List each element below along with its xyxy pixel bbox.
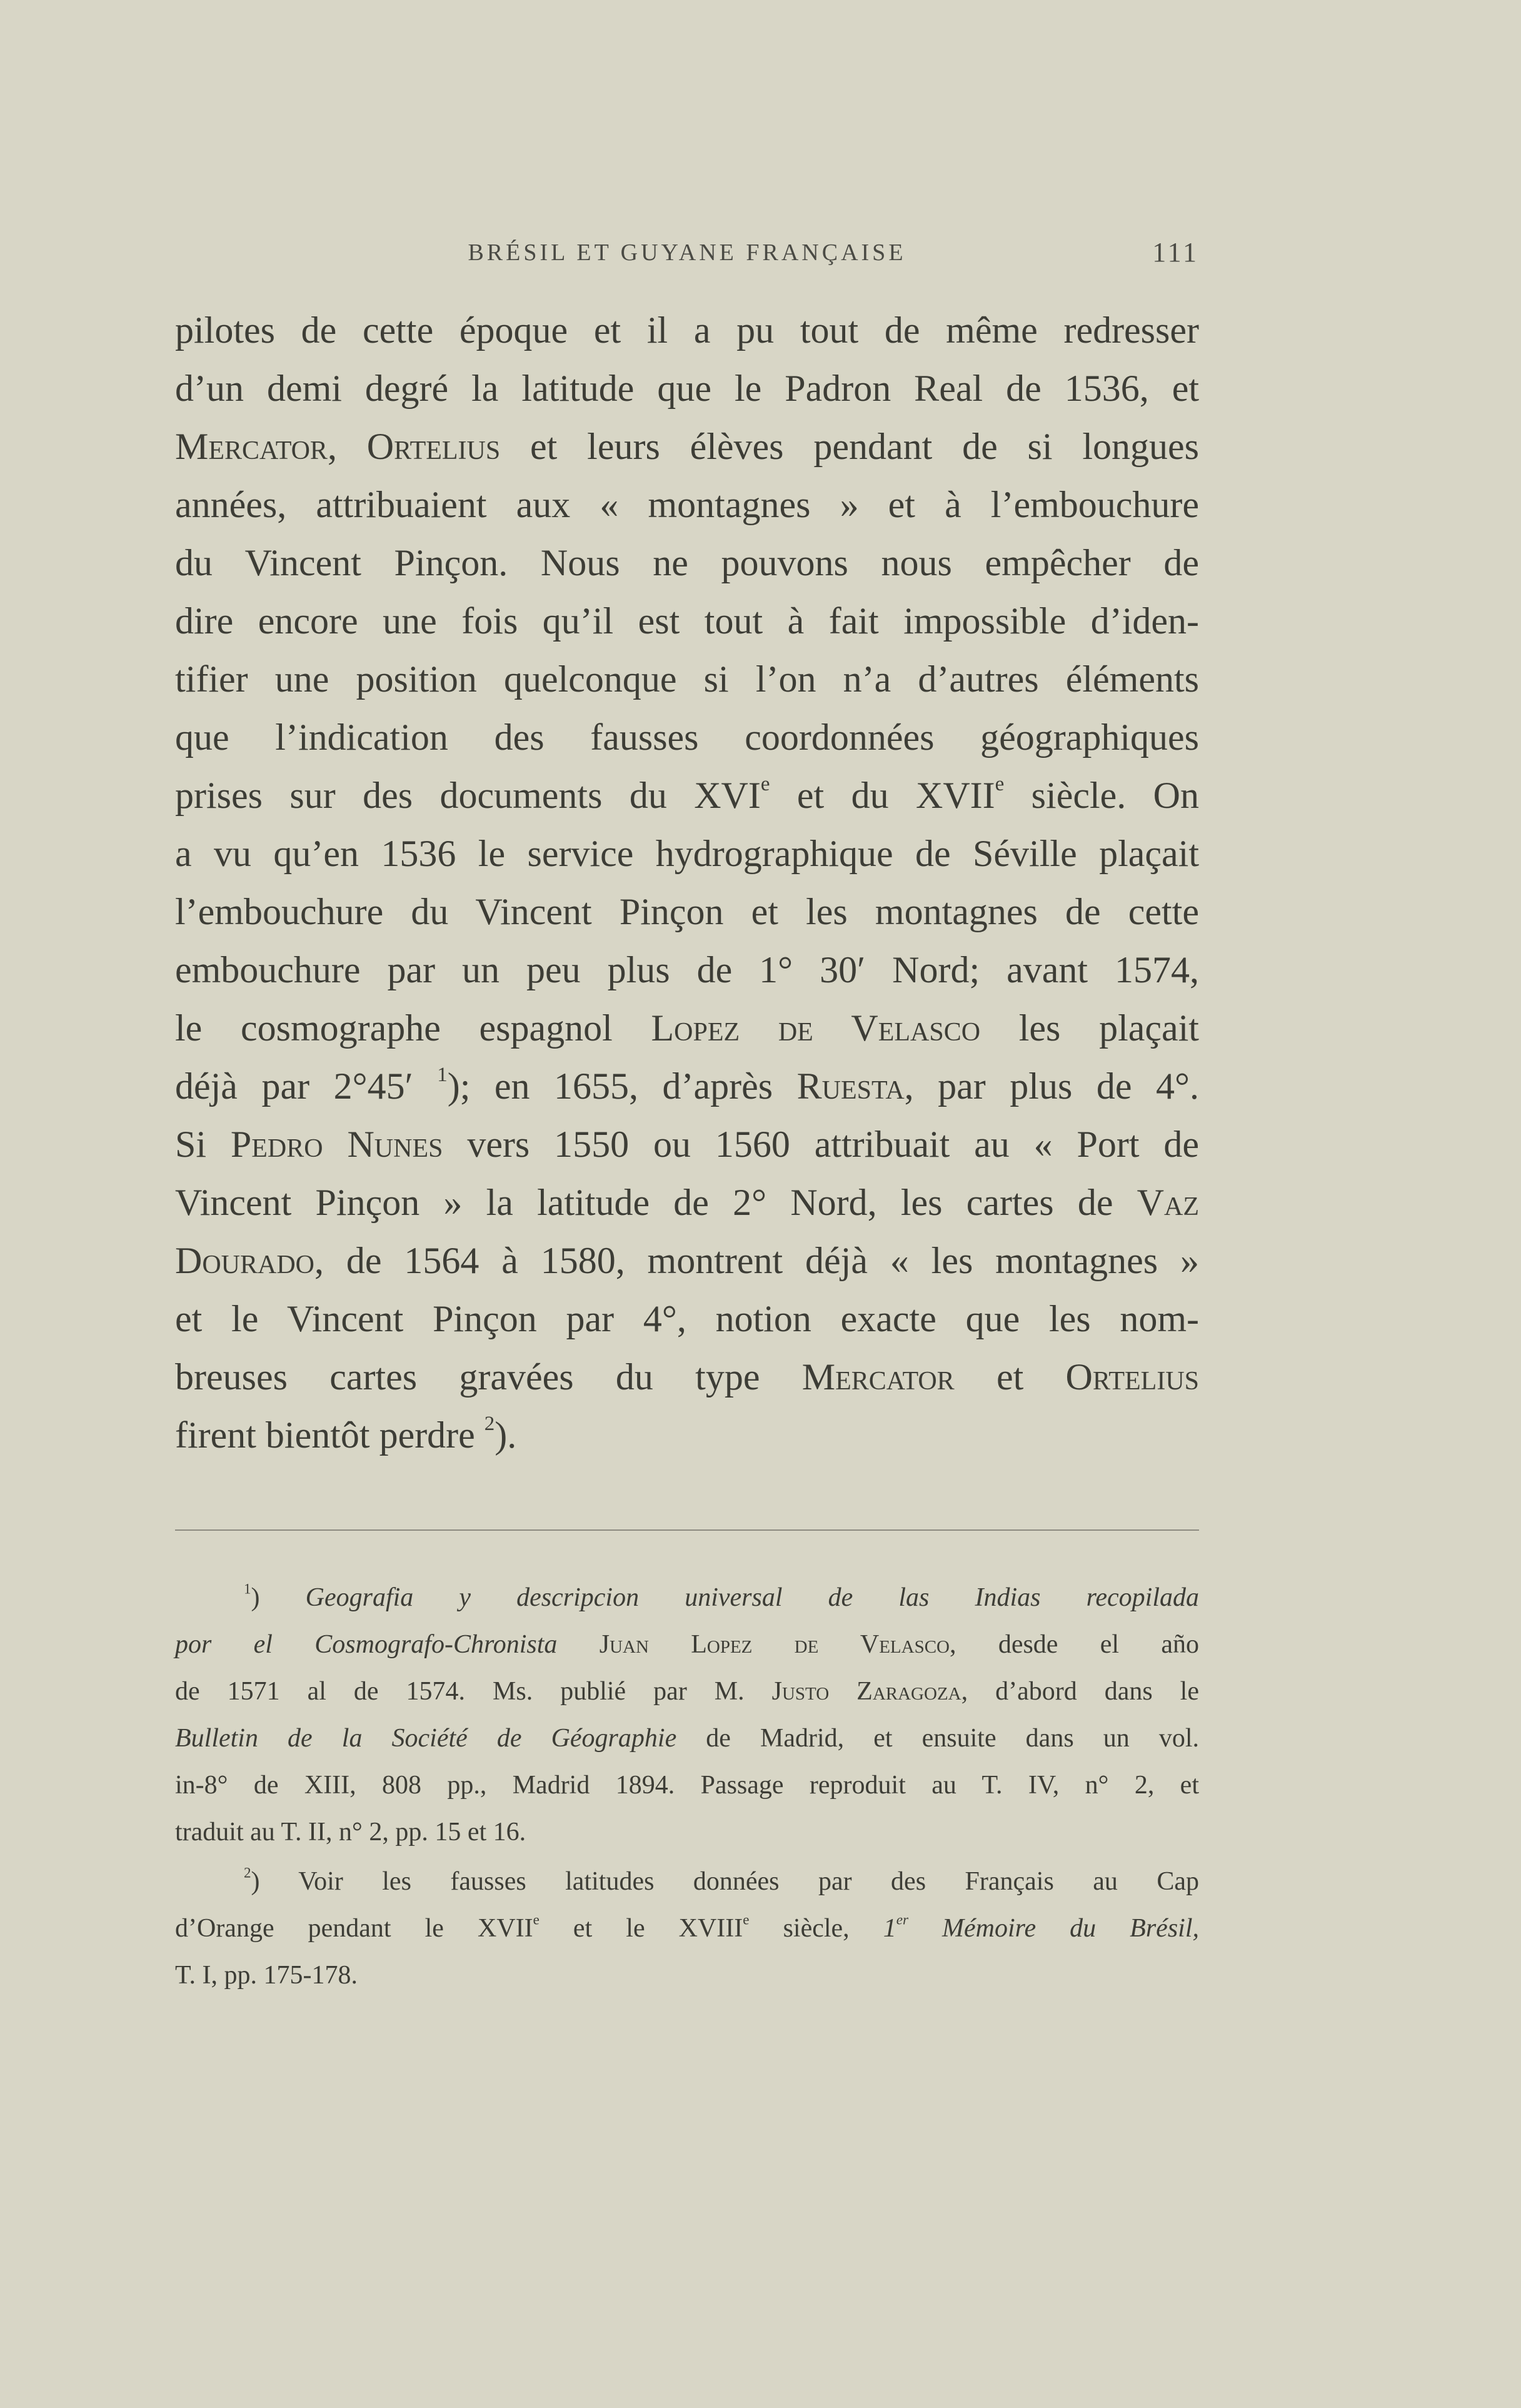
author-name: Mercator — [175, 426, 328, 467]
text-line: d’un demi degré la latitude que le Padron Real de 1536, et — [175, 368, 1199, 409]
footnote-1-line: in-8° de XIII, 808 pp., Madrid 1894. Passage reproduit au T. IV, n° 2, et — [175, 1771, 1199, 1800]
text-line: Vincent Pinçon » la latitude de 2° Nord, les cartes de Vaz — [175, 1182, 1199, 1223]
footnote-2-line: d’Orange pendant le XVIIe et le XVIIIe siècle, 1er Mémoire du Brésil, — [175, 1911, 1199, 1943]
footnote-ref: 1 — [437, 1063, 448, 1086]
text-line: Mercator, Ortelius et leurs élèves pendant de si longues — [175, 426, 1199, 467]
footnote-2-line: $^2$) Voir les fausses latitudes données par des Français au Cap — [244, 1864, 1199, 1896]
text-line: l’embouchure du Vincent Pinçon et les montagnes de cette — [175, 891, 1199, 932]
footnote-ref: 2 — [484, 1412, 495, 1435]
text-line: et le Vincent Pinçon par 4°, notion exacte que les nom- — [175, 1298, 1199, 1339]
author-name: Pedro Nunes — [230, 1124, 443, 1165]
author-name: Lopez de Velasco — [651, 1007, 981, 1049]
text-line: dire encore une fois qu’il est tout à fait impossible d’iden- — [175, 600, 1199, 642]
text-line: du Vincent Pinçon. Nous ne pouvons nous empêcher de — [175, 542, 1199, 583]
author-name: Mercator — [801, 1356, 955, 1398]
text-line: prises sur des documents du XVIe et du XVIIe siècle. On — [175, 772, 1199, 816]
footnote-marker: 1 — [244, 1580, 251, 1597]
footnote-separator — [175, 1529, 1199, 1531]
author-name: Ortelius — [366, 426, 501, 467]
author-name: Justo Zaragoza — [771, 1677, 961, 1706]
author-name: Dourado — [175, 1240, 314, 1281]
page-number: 111 — [1152, 237, 1199, 268]
running-head — [175, 231, 1199, 275]
footnote-1-line: $^1$) Geografia y descripcion universal de las Indias recopilada — [244, 1580, 1199, 1612]
text-line: firent bientôt perdre $^2$). — [175, 1412, 517, 1456]
author-name: Vaz — [1137, 1182, 1199, 1223]
text-line: a vu qu’en 1536 le service hydrographique de Séville plaçait — [175, 833, 1199, 874]
footnote-1-line: traduit au T. II, n° 2, pp. 15 et 16. — [175, 1818, 526, 1846]
text-line: pilotes de cette époque et il a pu tout de même redresser — [175, 310, 1199, 351]
text-line: breuses cartes gravées du type Mercator et Ortelius — [175, 1356, 1200, 1398]
text-line: que l’indication des fausses coordonnées géographiques — [175, 717, 1199, 758]
text-line: Si Pedro Nunes vers 1550 ou 1560 attribuait au « Port de — [175, 1124, 1199, 1165]
author-name: Juan Lopez de Velasco — [599, 1630, 950, 1659]
footnote-marker: 2 — [244, 1864, 251, 1881]
footnotes — [175, 1574, 1199, 1999]
footnote-2-line: T. I, pp. 175-178. — [175, 1961, 358, 1990]
author-name: Ortelius — [1065, 1356, 1200, 1398]
footnote-1-line: por el Cosmografo-Chronista Juan Lopez de Velasco, desde el año — [175, 1630, 1200, 1659]
text-line: embouchure par un peu plus de 1° 30′ Nord; avant 1574, — [175, 949, 1199, 990]
text-line: déjà par 2°45′ $^1$); en 1655, d’après Ruesta, par plus de 4°. — [175, 1063, 1199, 1107]
running-title: BRÉSIL ET GUYANE FRANÇAISE — [468, 239, 906, 266]
text-line: tifier une position quelconque si l’on n’a d’autres éléments — [175, 658, 1199, 700]
footnote-1-line: de 1571 al de 1574. Ms. publié par M. Justo Zaragoza, d’abord dans le — [175, 1677, 1199, 1706]
text-line: Dourado, de 1564 à 1580, montrent déjà « les montagnes » — [175, 1240, 1199, 1281]
footnote-1-line: Bulletin de la Société de Géographie de Madrid, et ensuite dans un vol. — [175, 1724, 1199, 1753]
author-name: Ruesta — [796, 1065, 905, 1107]
main-text — [175, 301, 1199, 1464]
text-line: années, attribuaient aux « montagnes » et à l’embouchure — [175, 484, 1199, 525]
text-line: le cosmographe espagnol Lopez de Velasco les plaçait — [175, 1007, 1199, 1049]
